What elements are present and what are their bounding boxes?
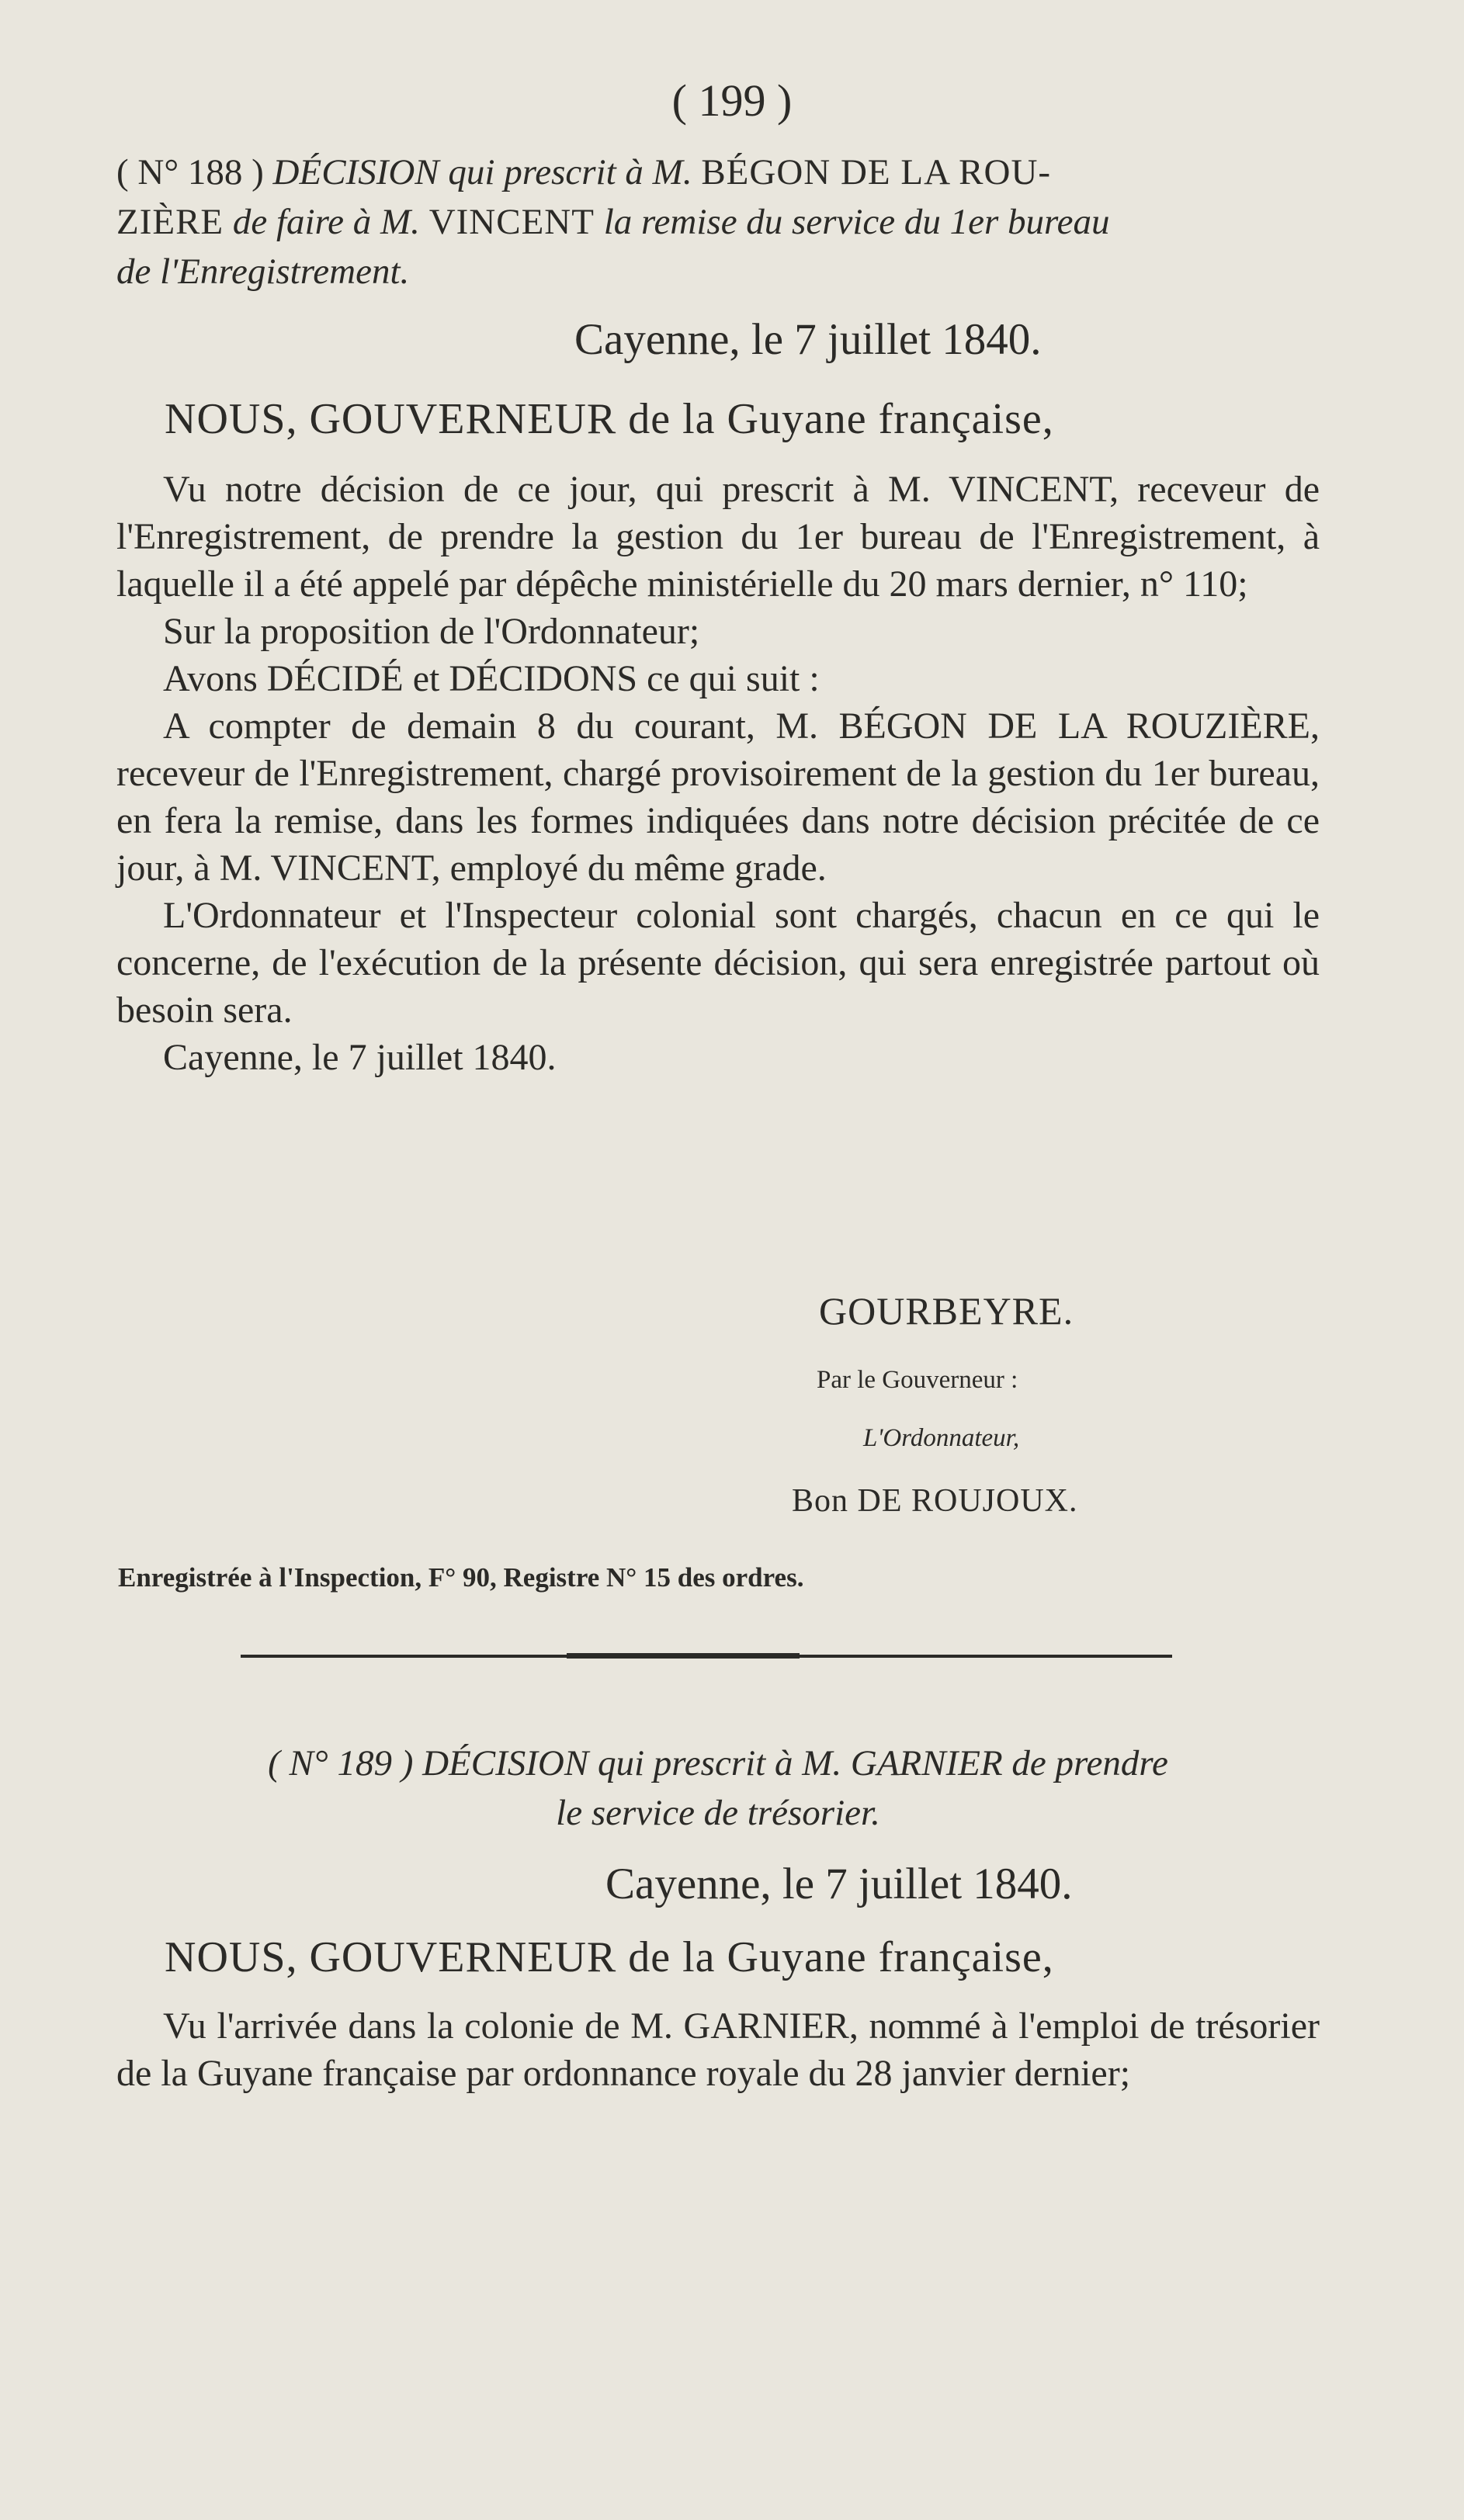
decision-188-heading-line1-a: DÉCISION qui prescrit à M. — [272, 152, 702, 192]
decision-188-para-1: Vu notre décision de ce jour, qui prescrit à M. VINCENT, receveur de l'Enregistrement, de prendre la gestion du 1er bureau de l'Enregistrement, à laquelle il a été appelé par dépêche ministérielle du 20 mars dernier, n° 110; — [116, 469, 1320, 605]
decision-188-date: Cayenne, le 7 juillet 1840. — [574, 315, 1042, 364]
decision-189-body — [116, 2002, 1320, 2097]
decision-188-para-6: Cayenne, le 7 juillet 1840. — [163, 1037, 557, 1078]
decision-188-body — [116, 466, 1320, 1081]
par-le-gouverneur: Par le Gouverneur : — [817, 1366, 1018, 1394]
decision-188-nous: NOUS, GOUVERNEUR de la Guyane française, — [165, 395, 1054, 443]
decision-188-heading-line2-c: VINCENT — [428, 202, 595, 242]
decision-189-date: Cayenne, le 7 juillet 1840. — [605, 1860, 1073, 1908]
ordonnateur-title: L'Ordonnateur, — [863, 1424, 1020, 1452]
registration-note: Enregistrée à l'Inspection, F° 90, Registre N° 15 des ordres. — [118, 1562, 804, 1593]
decision-189-heading-line1: ( N° 189 ) DÉCISION qui prescrit à M. GARNIER de prendre — [268, 1743, 1168, 1783]
decision-189-heading — [116, 1738, 1320, 1838]
decision-189-nous: NOUS, GOUVERNEUR de la Guyane française, — [165, 1933, 1054, 1981]
decision-189-para-1: Vu l'arrivée dans la colonie de M. GARNIER, nommé à l'emploi de trésorier de la Guyane française par ordonnance royale du 28 janvier dernier; — [116, 2005, 1320, 2094]
decision-188-para-5: L'Ordonnateur et l'Inspecteur colonial sont chargés, chacun en ce qui le concerne, de l'exécution de la présente décision, qui sera enregistrée partout où besoin sera. — [116, 895, 1320, 1031]
decision-188-heading-line3: de l'Enregistrement. — [116, 251, 410, 292]
signature-gourbeyre: GOURBEYRE. — [819, 1289, 1074, 1333]
decision-188-para-3: Avons DÉCIDÉ et DÉCIDONS ce qui suit : — [163, 658, 820, 699]
decision-188-heading-line1-b: BÉGON DE LA ROU- — [701, 152, 1052, 192]
decision-188-para-4: A compter de demain 8 du courant, M. BÉGON DE LA ROUZIÈRE, receveur de l'Enregistrement, chargé provisoirement de la gestion du 1er bureau, en fera la remise, dans les formes indiquées dans notre décision précitée de ce jour, à M. VINCENT, employé du même grade. — [116, 705, 1320, 889]
decision-188-para-2: Sur la proposition de l'Ordonnateur; — [163, 611, 700, 652]
decision-188-heading-line2-d: la remise du service du 1er bureau — [594, 202, 1110, 242]
decision-188-number: ( N° 188 ) — [116, 152, 264, 192]
page-number: ( 199 ) — [671, 75, 793, 126]
ordonnateur-name: Bon DE ROUJOUX. — [792, 1483, 1078, 1519]
decision-188-heading-line2-b: de faire à M. — [224, 202, 429, 242]
decision-188-heading-line2-a: ZIÈRE — [116, 202, 224, 242]
decision-189-heading-line2: le service de trésorier. — [556, 1793, 880, 1833]
section-divider — [241, 1655, 1172, 1658]
decision-188-heading — [116, 147, 1320, 296]
